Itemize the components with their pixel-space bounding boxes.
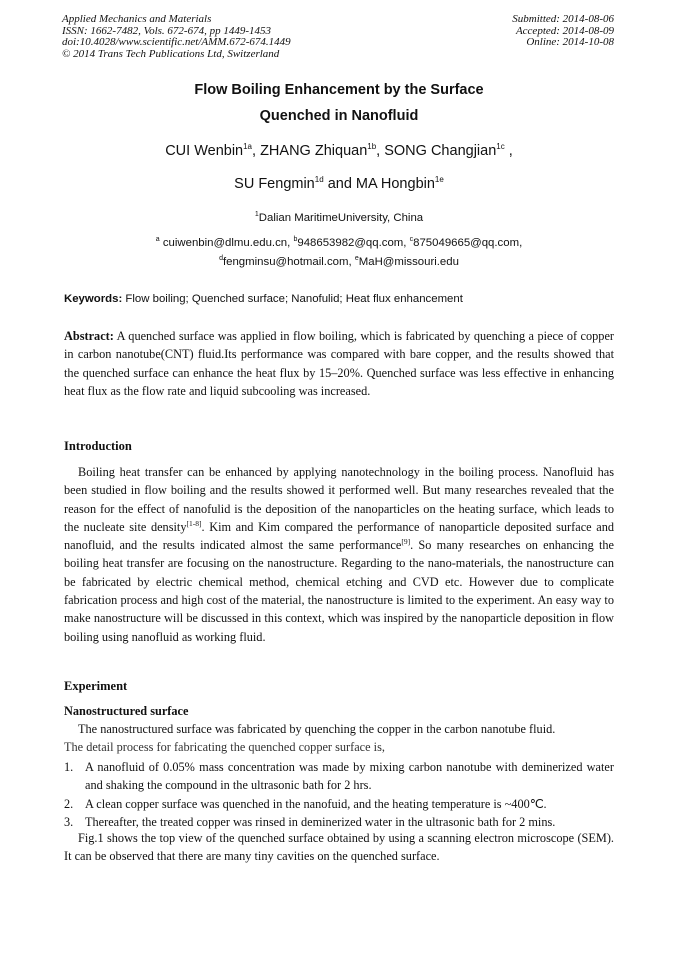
author-zhang-mark: 1b: [367, 142, 377, 151]
author-song: SONG Changjian: [384, 143, 497, 159]
introduction-text-1: Boiling heat transfer can be enhanced by applying nanotechnology in the boiling process. Nanofluid has been studied in flow boiling and the results showed it performed well. But many researches revealed that the reason for the effect of nanofulid is the deposition of the nanoparticles on the heating surface, which leads to the nucleate site density: [64, 465, 614, 534]
author-cui: CUI Wenbin: [165, 143, 244, 159]
email-cui[interactable]: cuiwenbin@dlmu.edu.cn: [162, 237, 288, 249]
author-su: SU Fengmin: [234, 176, 315, 192]
author-ma: MA Hongbin: [355, 176, 435, 192]
experiment-line-2: The detail process for fabricating the quenched copper surface is,: [64, 740, 385, 754]
email-line-1: $^a$ cuiwenbin@dlmu.edu.cn, $^b$948653982@qq.com, $^c$875049665@qq.com,: [155, 236, 523, 249]
paper-title-line-2: Quenched in Nanofluid: [259, 108, 419, 124]
email-zhang[interactable]: 948653982@qq.com: [297, 237, 404, 249]
email-mark-d: d: [219, 255, 223, 262]
online-date: Online: 2014-10-08: [526, 36, 614, 49]
email-mark-e: e: [354, 255, 359, 262]
email-su[interactable]: fengminsu@hotmail.com: [222, 256, 349, 268]
introduction-text-3: . So many researches on enhancing the boiling heat transfer are focusing on the nanostructure. Regarding to the nano-materials, the nanostructure can be fabricated by electric chemical method, chemical etching and CVD etc. However due to complicate fabrication process and high cost of the material, the nanostructure is limited to the experiment. An easy way to make nanostructure will be discussed in this context, which was inspired by the nanoparticle deposition in flow boiling using nanofluid as working fluid.: [64, 538, 614, 644]
list-item: [64, 795, 614, 813]
journal-issn: ISSN: 1662-7482, Vols. 672-674, pp 1449-1453: [62, 24, 271, 37]
experiment-line-1: The nanostructured surface was fabricated by quenching the copper in the carbon nanotube fluid.: [78, 722, 556, 736]
affiliation-name: Dalian MaritimeUniversity, China: [258, 212, 424, 224]
author-line-1: CUI Wenbin$^{1a}$, ZHANG Zhiquan$^{1b}$, SONG Changjian$^{1c}$ ,: [165, 142, 513, 159]
experiment-heading: Experiment: [64, 679, 128, 693]
author-line-2: [0, 176, 678, 192]
affiliation: [0, 212, 678, 224]
email-song[interactable]: 875049665@qq.com: [413, 237, 520, 249]
step-text: A nanofluid of 0.05% mass concentration was made by mixing carbon nanotube with deminerized water and shaking the compound in the ultrasonic bath for 2 hrs.: [85, 760, 614, 793]
introduction-heading: Introduction: [64, 439, 132, 453]
email-mark-c: c: [409, 236, 414, 243]
journal-name: Applied Mechanics and Materials: [62, 13, 212, 25]
email-ma[interactable]: MaH@missouri.edu: [358, 256, 459, 268]
paper-title-line-1: Flow Boiling Enhancement by the Surface: [194, 82, 484, 98]
abstract-text: A quenched surface was applied in flow boiling, which is fabricated by quenching a piece of copper in carbon nanotube(CNT) fluid.Its performance was compared with bare copper, and the results showed that the quenched surface can enhance the heat flux by 15–20%. Quenched surface was less effective in enhancing heat flux as the flow rate and liquid subcooling was increased.: [64, 329, 614, 398]
introduction-paragraph: [64, 463, 614, 646]
introduction-text-2: . Kim and Kim compared the performance of nanoparticle deposited surface and nanofluid, and the results indicated almost the same performance: [64, 519, 614, 553]
journal-copyright: © 2014 Trans Tech Publications Ltd, Switzerland: [62, 47, 280, 60]
author-song-mark: 1c: [496, 142, 505, 151]
step-number: 2.: [64, 796, 74, 811]
figure-description-paragraph: Fig.1 shows the top view of the quenched surface obtained by using a scanning electron microscope (SEM). It can be observed that there are many tiny cavities on the quenched surface.: [64, 831, 614, 864]
keywords-text: Flow boiling; Quenched surface; Nanofulid; Heat flux enhancement: [125, 293, 463, 305]
nanostructured-surface-heading: Nanostructured surface: [64, 704, 189, 718]
author-su-mark: 1d: [314, 175, 324, 184]
affiliation-mark: 1: [254, 211, 259, 218]
email-mark-b: b: [293, 236, 298, 243]
journal-info: [62, 14, 291, 60]
accepted-date: Accepted: 2014-08-09: [515, 24, 614, 37]
author-and: and: [327, 176, 352, 192]
submitted-date: Submitted: 2014-08-06: [512, 13, 614, 25]
email-mark-a: a: [155, 236, 160, 243]
list-item: [64, 758, 614, 795]
abstract-label: Abstract:: [64, 329, 114, 343]
submission-dates: [512, 14, 614, 49]
step-number: 1.: [64, 760, 74, 774]
step-text: Thereafter, the treated copper was rinsed in deminerized water in the ultrasonic bath for 2 mins.: [85, 814, 556, 829]
author-ma-mark: 1e: [434, 175, 444, 184]
step-text: A clean copper surface was quenched in the nanofuid, and the heating temperature is ~400℃.: [85, 796, 547, 811]
author-cui-mark: 1a: [243, 142, 253, 151]
email-line-2: $^d$fengminsu@hotmail.com, $^e$MaH@missouri.edu: [219, 255, 459, 268]
citation-1-8[interactable]: [1-8]: [186, 518, 202, 528]
author-zhang: ZHANG Zhiquan: [260, 143, 368, 159]
citation-9[interactable]: [9]: [401, 537, 411, 547]
journal-doi[interactable]: doi:10.4028/www.scientific.net/AMM.672-674.1449: [62, 36, 291, 49]
keywords: [64, 293, 463, 305]
abstract: [64, 327, 614, 400]
process-steps: [64, 758, 614, 831]
step-number: 3.: [64, 814, 74, 829]
keywords-label: Keywords:: [64, 293, 123, 305]
